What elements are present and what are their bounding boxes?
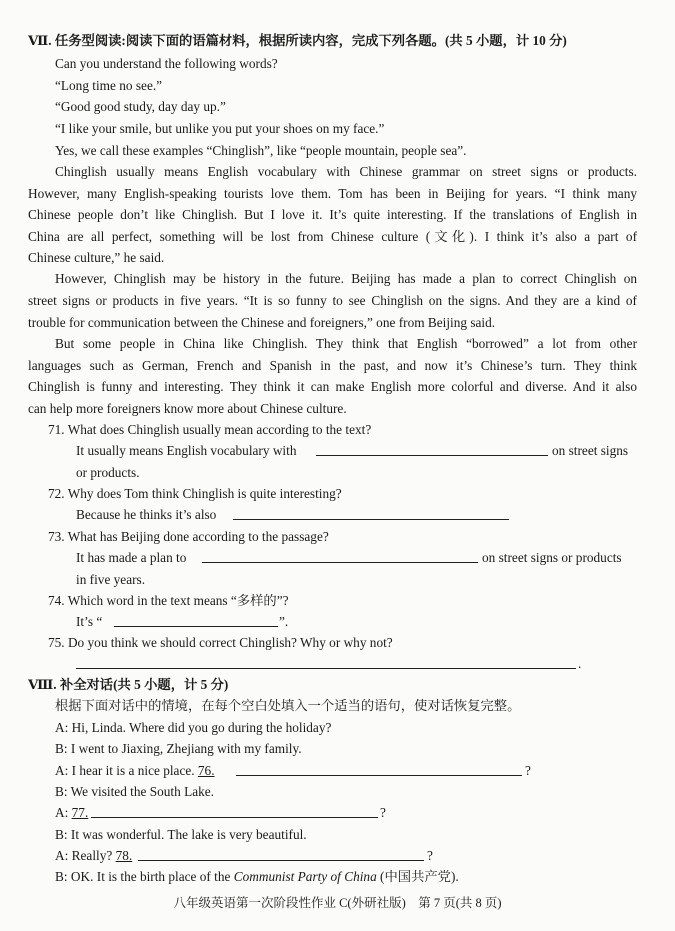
answer-71-blank[interactable]	[316, 443, 548, 456]
answer-78-blank[interactable]	[138, 848, 424, 861]
blank-number-77: 77.	[71, 805, 89, 820]
dialogue-line	[55, 804, 88, 822]
dialogue-text: OK. It is the birth place of the	[70, 869, 231, 884]
speaker-label: B:	[55, 784, 68, 799]
paragraph-line: languages such as German, French and Spanish in the past, and now it’s Chinese’s turn. They think	[28, 358, 637, 373]
answer-73-continuation: in five years.	[76, 572, 146, 587]
blank-number-78: 78.	[115, 848, 133, 863]
example-line: “I like your smile, but unlike you put your shoes on my face.”	[55, 121, 385, 136]
answer-73-blank[interactable]	[202, 550, 478, 563]
paragraph-line: But some people in China like Chinglish. They think that English “borrowed” a lot from other	[55, 336, 637, 351]
question-mark: ?	[380, 805, 386, 820]
paragraph-line: street signs or products in five years. “It is so funny to see Chinglish on the signs. And they are a kind of	[28, 293, 637, 308]
answer-74-suffix: ”.	[279, 614, 289, 629]
paragraph-line: Chinglish is funny and interesting. They think it can make English more colorful and diverse. And it also	[28, 379, 637, 394]
dialogue-text: (中国共产党).	[380, 869, 459, 884]
dialogue-text: Really?	[71, 848, 113, 863]
example-line: “Long time no see.”	[55, 78, 163, 93]
speaker-label: B:	[55, 741, 68, 756]
question-73: 73. What has Beijing done according to the passage?	[48, 529, 329, 544]
dialogue-line	[55, 719, 331, 737]
answer-72-prefix: Because he thinks it’s also	[76, 507, 217, 522]
blank-number-76: 76.	[197, 763, 215, 778]
paragraph-line: Chinese people don’t like Chinglish. But I love it. It’s quite interesting. If the translations of English in	[28, 207, 637, 222]
dialogue-line	[55, 783, 214, 801]
dialogue-line	[55, 740, 302, 758]
answer-75-blank[interactable]	[76, 656, 576, 669]
dialogue-line	[55, 762, 215, 780]
paragraph-line: Chinese culture,” he said.	[28, 250, 165, 265]
dialogue-text: We visited the South Lake.	[70, 784, 214, 799]
question-mark: ?	[525, 763, 531, 778]
speaker-label: A:	[55, 848, 69, 863]
example-line: Yes, we call these examples “Chinglish”, like “people mountain, people sea”.	[55, 143, 467, 158]
dialogue-line	[55, 868, 459, 886]
dialogue-text: Hi, Linda. Where did you go during the holiday?	[71, 720, 332, 735]
answer-71-suffix: on street signs	[552, 443, 629, 458]
dialogue-text: I went to Jiaxing, Zhejiang with my family.	[70, 741, 302, 756]
paragraph-line: trouble for communication between the Chinese and foreigners,” one from Beijing said.	[28, 315, 496, 330]
section-7-heading: Ⅶ. 任务型阅读:阅读下面的语篇材料，根据所读内容，完成下列各题。(共 5 小题，计 10 分)	[28, 33, 567, 48]
answer-71-continuation: or products.	[76, 465, 140, 480]
speaker-label: B:	[55, 869, 68, 884]
question-74: 74. Which word in the text means “多样的”?	[48, 593, 289, 608]
speaker-label: A:	[55, 720, 69, 735]
dialogue-line	[55, 826, 307, 844]
answer-72-blank[interactable]	[233, 507, 509, 520]
question-mark: ?	[427, 848, 433, 863]
answer-75-period: .	[578, 656, 582, 671]
paragraph-line: China are all perfect, something will be lost from Chinese culture (文化). I think it’s also a part of	[28, 229, 637, 244]
speaker-label: B:	[55, 827, 68, 842]
example-line: “Good good study, day day up.”	[55, 99, 226, 114]
answer-77-blank[interactable]	[91, 805, 378, 818]
answer-73-suffix: on street signs or products	[482, 550, 622, 565]
question-71: 71. What does Chinglish usually mean according to the text?	[48, 422, 372, 437]
intro-line: Can you understand the following words?	[55, 56, 278, 71]
section-8-heading: Ⅷ. 补全对话(共 5 小题，计 5 分)	[28, 677, 229, 692]
party-name-italic: Communist Party of China	[233, 869, 377, 884]
question-72: 72. Why does Tom think Chinglish is quite interesting?	[48, 486, 342, 501]
page-footer: 八年级英语第一次阶段性作业 C(外研社版) 第 7 页(共 8 页)	[173, 896, 502, 910]
section-8-instruction: 根据下面对话中的情境，在每个空白处填入一个适当的语句，使对话恢复完整。	[55, 698, 521, 713]
dialogue-line	[55, 847, 132, 865]
paragraph-line: However, Chinglish may be history in the future. Beijing has made a plan to correct Chinglish on	[55, 271, 637, 286]
speaker-label: A:	[55, 805, 69, 820]
paragraph-line: However, many English-speaking tourists love them. Tom has been in Beijing for years. “I think many	[28, 186, 637, 201]
answer-74-blank[interactable]	[114, 614, 278, 627]
question-75: 75. Do you think we should correct Chinglish? Why or why not?	[48, 635, 393, 650]
answer-74-prefix: It’s “	[76, 614, 103, 629]
speaker-label: A:	[55, 763, 69, 778]
answer-71-prefix: It usually means English vocabulary with	[76, 443, 297, 458]
dialogue-text: It was wonderful. The lake is very beautiful.	[70, 827, 307, 842]
answer-76-blank[interactable]	[236, 763, 522, 776]
answer-73-prefix: It has made a plan to	[76, 550, 187, 565]
dialogue-text: I hear it is a nice place.	[71, 763, 195, 778]
paragraph-line: can help more foreigners know more about Chinese culture.	[28, 401, 347, 416]
paragraph-line: Chinglish usually means English vocabulary with Chinese grammar on street signs or products.	[55, 164, 637, 179]
